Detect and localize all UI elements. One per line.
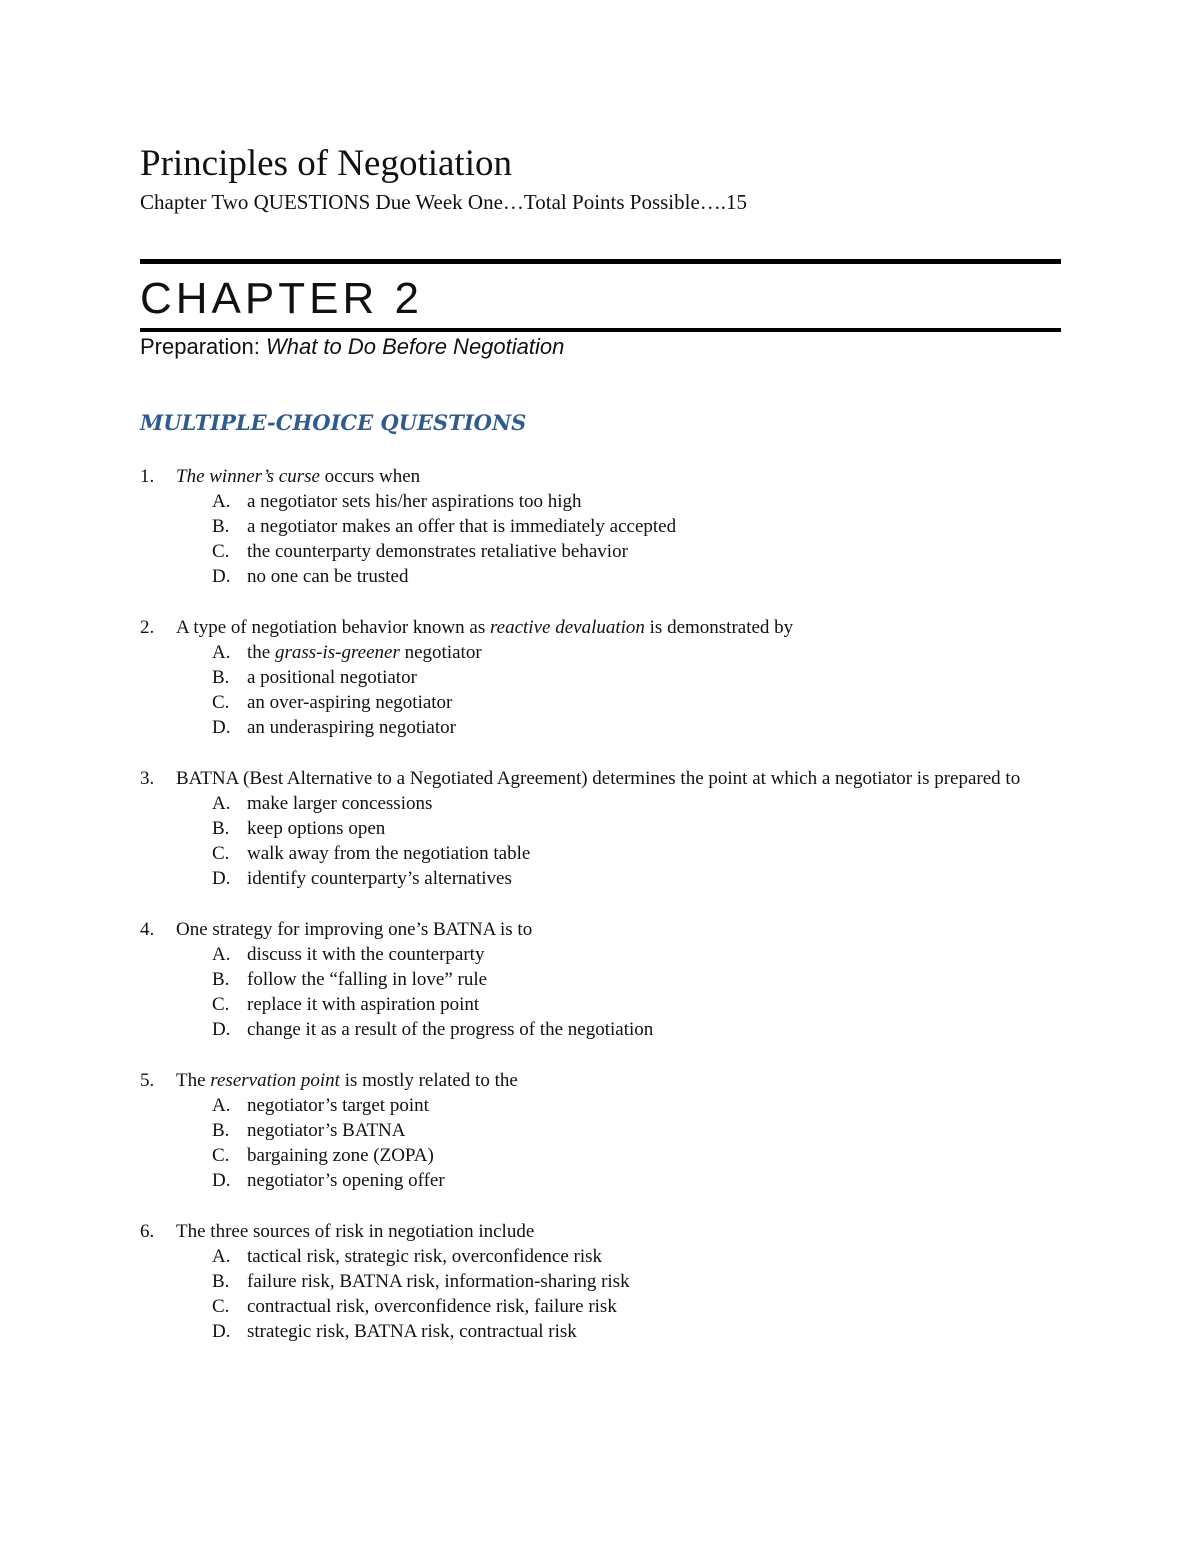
- question-number: 3.: [140, 768, 155, 789]
- option-text: [247, 1118, 406, 1143]
- option-text: the: [247, 642, 275, 663]
- answer-option: [212, 967, 1080, 992]
- answer-option: [212, 942, 1080, 967]
- option-text: replace it with aspiration point: [247, 994, 480, 1015]
- option-text: [247, 841, 530, 866]
- answer-options: [212, 640, 1080, 740]
- option-italic-text: grass-is-greener: [274, 642, 400, 663]
- option-text: tactical risk, strategic risk, overconfidence risk: [247, 1246, 603, 1267]
- option-letter: A.: [212, 1246, 231, 1267]
- answer-option: [212, 1269, 1080, 1294]
- option-text: [247, 1294, 617, 1319]
- option-text: negotiator’s BATNA: [247, 1120, 406, 1141]
- chapter-subtitle-label: Preparation:: [140, 334, 266, 359]
- question-item: [140, 615, 1080, 740]
- question-text: A type of negotiation behavior known as: [176, 617, 490, 638]
- question-text: [176, 615, 1056, 640]
- option-text: [247, 942, 484, 967]
- option-text: change it as a result of the progress of the negotiation: [247, 1019, 654, 1040]
- document-title: Principles of Negotiation: [140, 143, 512, 184]
- option-text: [247, 640, 482, 665]
- option-text: failure risk, BATNA risk, information-sharing risk: [247, 1271, 630, 1292]
- question-text: [176, 1219, 1056, 1244]
- question-text: is mostly related to the: [339, 1070, 518, 1091]
- option-text: negotiator’s opening offer: [247, 1170, 445, 1191]
- answer-option: [212, 715, 1080, 740]
- question-text: BATNA (Best Alternative to a Negotiated Agreement) determines the point at which a negotiator is prepared to: [176, 768, 1021, 789]
- question-number: 2.: [140, 617, 155, 638]
- option-text: [247, 690, 452, 715]
- option-text: [247, 1093, 429, 1118]
- answer-option: [212, 791, 1080, 816]
- question-text: The three sources of risk in negotiation include: [176, 1221, 535, 1242]
- option-letter: B.: [212, 667, 230, 688]
- option-text: [247, 715, 456, 740]
- option-text: follow the “falling in love” rule: [247, 969, 488, 990]
- option-text: keep options open: [247, 818, 386, 839]
- option-letter: C.: [212, 541, 230, 562]
- option-letter: C.: [212, 1145, 230, 1166]
- bottom-divider: [140, 328, 1061, 332]
- option-text: negotiator: [399, 642, 482, 663]
- question-text: The: [176, 1070, 211, 1091]
- option-letter: B.: [212, 969, 230, 990]
- answer-option: [212, 640, 1080, 665]
- option-text: [247, 1319, 577, 1344]
- option-text: negotiator’s target point: [247, 1095, 429, 1116]
- option-text: no one can be trusted: [247, 566, 409, 587]
- chapter-subtitle-italic: What to Do Before Negotiation: [265, 334, 565, 359]
- option-text: an over-aspiring negotiator: [247, 692, 453, 713]
- option-text: [247, 1244, 602, 1269]
- question-number: 1.: [140, 466, 155, 487]
- option-letter: D.: [212, 717, 231, 738]
- option-letter: C.: [212, 1296, 230, 1317]
- question-italic-text: The winner’s curse: [176, 466, 320, 487]
- option-text: [247, 1017, 653, 1042]
- question-number: 5.: [140, 1070, 155, 1091]
- chapter-subtitle: [140, 333, 564, 361]
- question-italic-text: reactive devaluation: [489, 617, 645, 638]
- option-letter: B.: [212, 516, 230, 537]
- question-italic-text: reservation point: [210, 1070, 340, 1091]
- option-letter: D.: [212, 1170, 231, 1191]
- answer-options: [212, 1244, 1080, 1344]
- answer-option: [212, 1143, 1080, 1168]
- answer-option: [212, 1168, 1080, 1193]
- question-number: 4.: [140, 919, 155, 940]
- option-text: strategic risk, BATNA risk, contractual risk: [247, 1321, 577, 1342]
- question-number: 6.: [140, 1221, 155, 1242]
- option-letter: D.: [212, 1019, 231, 1040]
- option-text: bargaining zone (ZOPA): [247, 1145, 434, 1166]
- question-text: is demonstrated by: [644, 617, 794, 638]
- answer-option: [212, 816, 1080, 841]
- option-letter: A.: [212, 944, 231, 965]
- answer-option: [212, 1294, 1080, 1319]
- option-letter: C.: [212, 692, 230, 713]
- question-list: [140, 464, 1080, 1370]
- answer-option: [212, 1118, 1080, 1143]
- question-text: occurs when: [319, 466, 421, 487]
- answer-option: [212, 1244, 1080, 1269]
- answer-option: [212, 489, 1080, 514]
- answer-option: [212, 690, 1080, 715]
- option-letter: B.: [212, 818, 230, 839]
- option-text: a negotiator sets his/her aspirations too high: [247, 491, 582, 512]
- question-item: [140, 766, 1080, 891]
- option-text: a positional negotiator: [247, 667, 417, 688]
- answer-option: [212, 514, 1080, 539]
- chapter-heading: CHAPTER 2: [140, 274, 423, 323]
- answer-option: [212, 539, 1080, 564]
- answer-options: [212, 1093, 1080, 1193]
- option-letter: D.: [212, 868, 231, 889]
- option-text: [247, 514, 676, 539]
- question-item: [140, 1068, 1080, 1193]
- option-letter: B.: [212, 1271, 230, 1292]
- option-text: [247, 816, 385, 841]
- answer-option: [212, 665, 1080, 690]
- answer-option: [212, 1093, 1080, 1118]
- answer-option: [212, 866, 1080, 891]
- option-text: [247, 1269, 630, 1294]
- option-text: contractual risk, overconfidence risk, failure risk: [247, 1296, 617, 1317]
- option-text: [247, 539, 628, 564]
- option-text: walk away from the negotiation table: [247, 843, 531, 864]
- option-text: the counterparty demonstrates retaliative behavior: [247, 541, 628, 562]
- answer-option: [212, 564, 1080, 589]
- option-text: [247, 489, 582, 514]
- option-letter: A.: [212, 1095, 231, 1116]
- answer-options: [212, 791, 1080, 891]
- document-subtitle: Chapter Two QUESTIONS Due Week One…Total Points Possible….15: [140, 190, 748, 214]
- option-letter: C.: [212, 994, 230, 1015]
- option-letter: D.: [212, 1321, 231, 1342]
- top-divider: [140, 259, 1061, 264]
- option-text: an underaspiring negotiator: [247, 717, 456, 738]
- option-text: [247, 866, 512, 891]
- question-item: [140, 1219, 1080, 1344]
- question-text: [176, 1068, 1056, 1093]
- option-letter: A.: [212, 793, 231, 814]
- option-text: [247, 564, 408, 589]
- answer-option: [212, 1319, 1080, 1344]
- option-letter: A.: [212, 642, 231, 663]
- question-text: [176, 917, 1056, 942]
- option-text: [247, 1143, 434, 1168]
- answer-option: [212, 992, 1080, 1017]
- option-text: [247, 665, 417, 690]
- option-text: make larger concessions: [247, 793, 433, 814]
- question-text: [176, 464, 1056, 489]
- section-heading: MULTIPLE-CHOICE QUESTIONS: [140, 410, 527, 435]
- option-letter: A.: [212, 491, 231, 512]
- answer-options: [212, 942, 1080, 1042]
- option-text: [247, 967, 487, 992]
- option-text: [247, 1168, 445, 1193]
- option-text: a negotiator makes an offer that is immediately accepted: [247, 516, 677, 537]
- answer-options: [212, 489, 1080, 589]
- question-item: [140, 917, 1080, 1042]
- option-text: identify counterparty’s alternatives: [247, 868, 512, 889]
- question-item: [140, 464, 1080, 589]
- question-text: [176, 766, 1056, 791]
- answer-option: [212, 1017, 1080, 1042]
- answer-option: [212, 841, 1080, 866]
- option-text: [247, 992, 479, 1017]
- option-letter: D.: [212, 566, 231, 587]
- option-letter: B.: [212, 1120, 230, 1141]
- question-text: One strategy for improving one’s BATNA is to: [176, 919, 533, 940]
- option-letter: C.: [212, 843, 230, 864]
- option-text: discuss it with the counterparty: [247, 944, 485, 965]
- option-text: [247, 791, 432, 816]
